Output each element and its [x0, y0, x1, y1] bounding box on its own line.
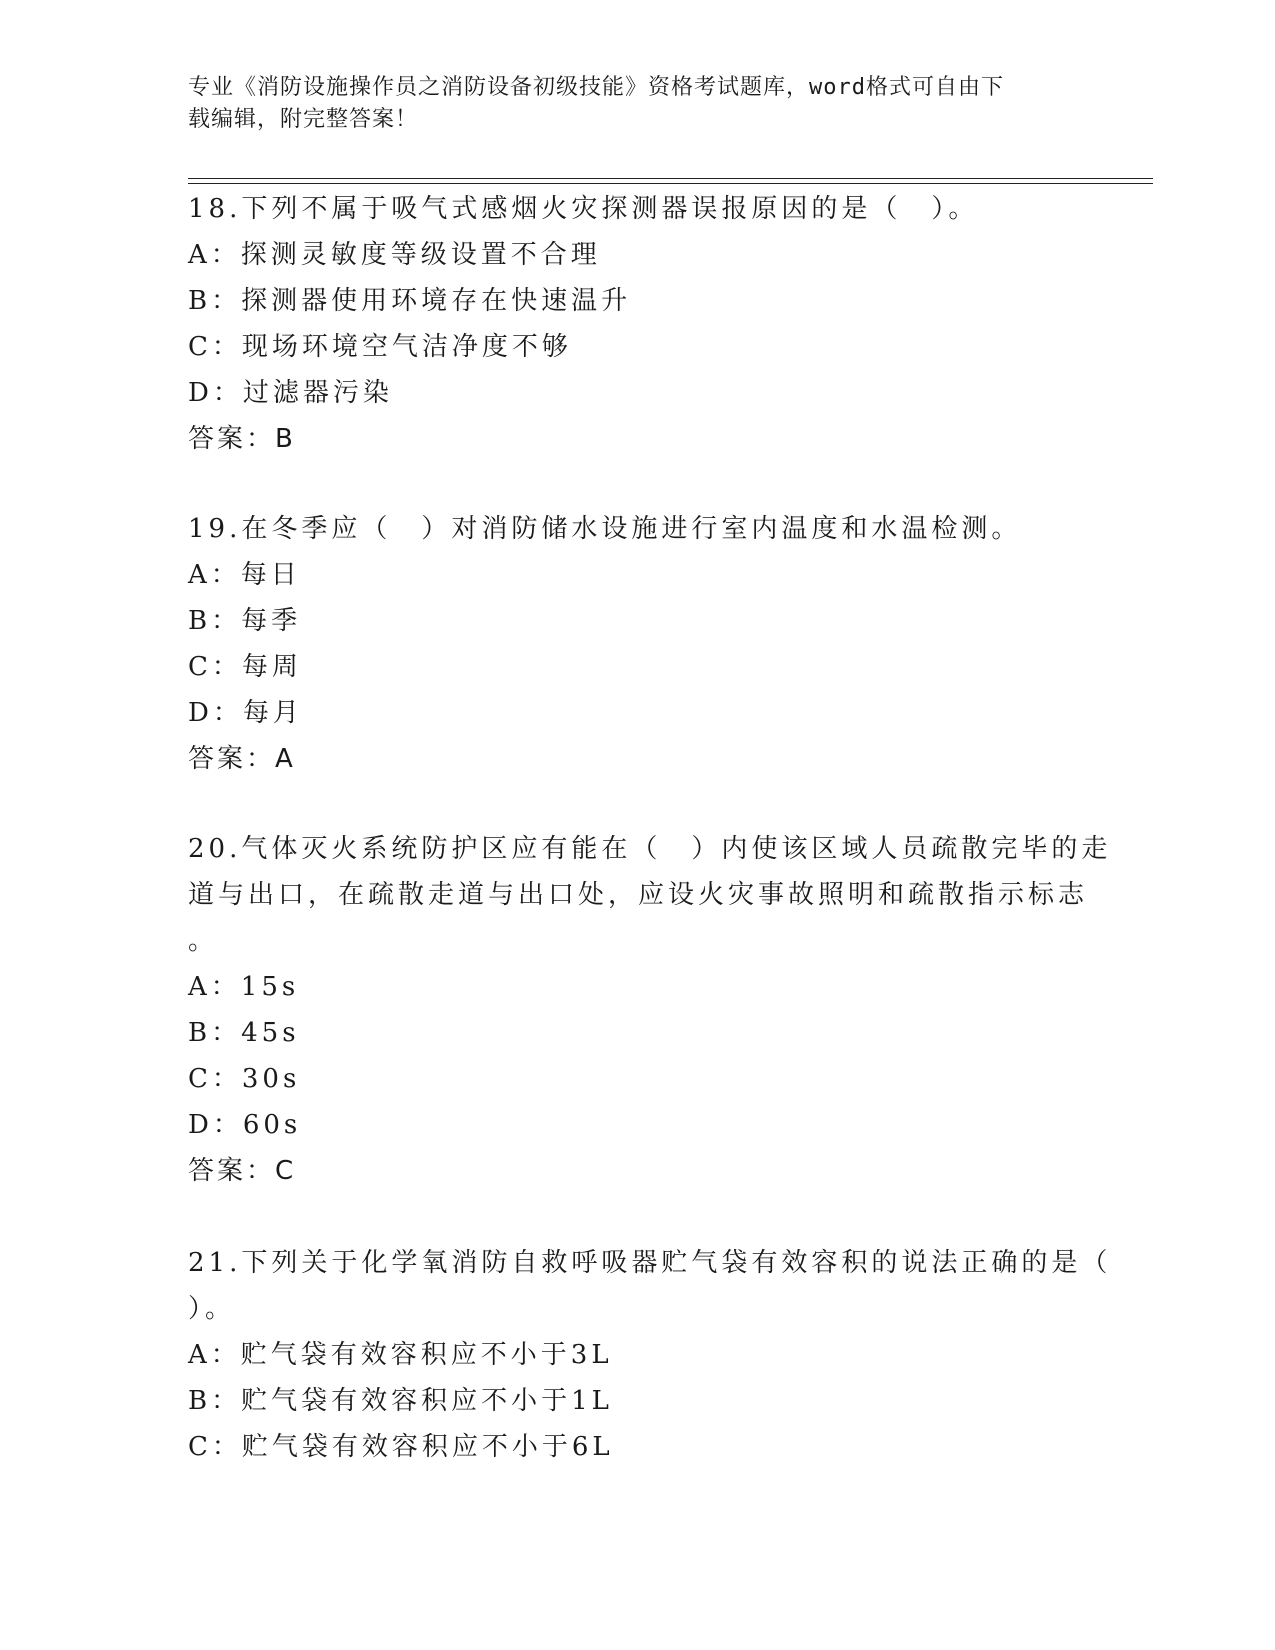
option-c: C：现场环境空气洁净度不够	[188, 332, 572, 362]
option-d: D：过滤器污染	[188, 378, 393, 408]
option-b: B：贮气袋有效容积应不小于1L	[188, 1386, 613, 1416]
question-stem-line-2: 道与出口，在疏散走道与出口处，应设火灾事故照明和疏散指示标志	[188, 880, 1089, 910]
option-c: C：30s	[188, 1064, 301, 1094]
answer-value: C	[275, 1156, 297, 1186]
answer-label: 答案：	[188, 1156, 276, 1186]
question-18	[188, 186, 1088, 462]
document-header	[188, 72, 1068, 136]
option-d: D：每月	[188, 698, 303, 728]
question-stem-line-3: 。	[188, 926, 219, 956]
answer-value: A	[275, 744, 296, 774]
option-a: A：每日	[188, 560, 301, 590]
option-a: A：15s	[188, 972, 300, 1002]
question-20	[188, 826, 1112, 1194]
option-a: A：贮气袋有效容积应不小于3L	[188, 1340, 613, 1370]
question-stem-line-2: ）。	[188, 1294, 236, 1324]
answer-label: 答案：	[188, 424, 276, 454]
option-b: B：45s	[188, 1018, 300, 1048]
question-stem: 19.在冬季应（ ）对消防储水设施进行室内温度和水温检测。	[188, 514, 1022, 544]
option-c: C：贮气袋有效容积应不小于6L	[188, 1432, 614, 1462]
question-stem-line-1: 21.下列关于化学氧消防自救呼吸器贮气袋有效容积的说法正确的是（	[188, 1248, 1112, 1278]
question-21	[188, 1240, 1112, 1470]
option-a: A：探测灵敏度等级设置不合理	[188, 240, 601, 270]
answer-line	[188, 1148, 1088, 1194]
option-b: B：每季	[188, 606, 302, 636]
question-19	[188, 506, 1088, 782]
answer-line	[188, 736, 1088, 782]
option-c: C：每周	[188, 652, 302, 682]
header-line-2: 载编辑，附完整答案！	[188, 107, 419, 132]
question-stem: 18.下列不属于吸气式感烟火灾探测器误报原因的是（ ）。	[188, 194, 979, 224]
answer-label: 答案：	[188, 744, 276, 774]
header-divider-bottom	[188, 183, 1153, 184]
header-divider-top	[188, 178, 1153, 179]
option-b: B：探测器使用环境存在快速温升	[188, 286, 632, 316]
option-d: D：60s	[188, 1110, 302, 1140]
answer-line	[188, 416, 1088, 462]
answer-value: B	[275, 424, 296, 454]
header-line-1: 专业《消防设施操作员之消防设备初级技能》资格考试题库，word格式可自由下	[188, 75, 1004, 100]
question-stem-line-1: 20.气体灭火系统防护区应有能在（ ）内使该区域人员疏散完毕的走	[188, 834, 1112, 864]
